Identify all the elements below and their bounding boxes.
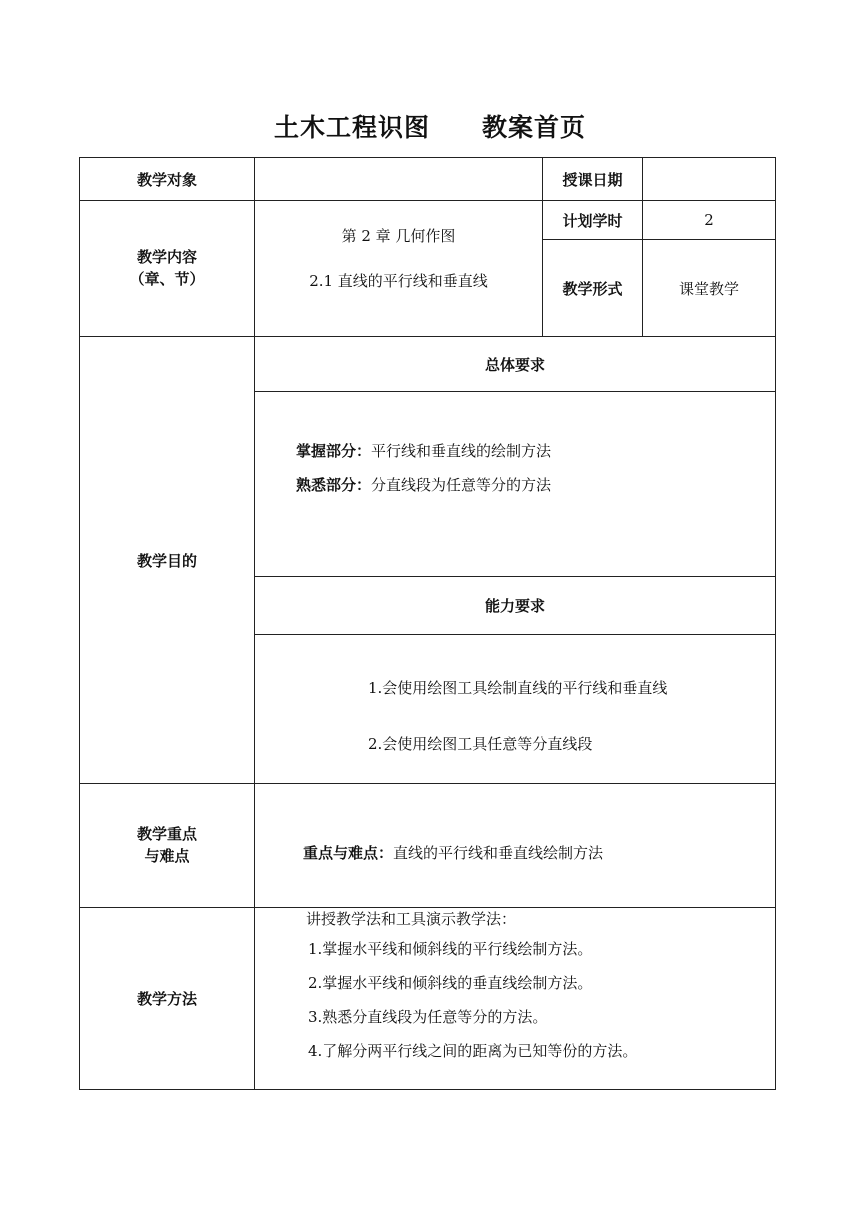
familiar-text: 分直线段为任意等分的方法 [371, 476, 552, 494]
method-intro: 讲授教学法和工具演示教学法： [306, 910, 517, 928]
key-label: 重点与难点： [303, 844, 394, 862]
ability-item: 2.会使用绘图工具任意等分直线段 [368, 735, 593, 753]
title-doc: 教案首页 [482, 113, 587, 142]
method-item: 2.掌握水平线和倾斜线的垂直线绘制方法。 [308, 974, 593, 992]
table-border-bottom [79, 1089, 776, 1090]
value-date [643, 158, 775, 200]
label-key-line1: 教学重点 [136, 825, 197, 843]
value-hours: 2 [704, 211, 714, 229]
method-item: 3.熟悉分直线段为任意等分的方法。 [308, 1008, 548, 1026]
label-content-line2: （章、节） [129, 270, 205, 288]
value-form: 课堂教学 [678, 279, 739, 298]
key-line [303, 842, 768, 864]
overall-requirement-header: 总体要求 [484, 355, 545, 374]
method-item: 4.了解分两平行线之间的距离为已知等份的方法。 [308, 1042, 638, 1060]
master-label: 掌握部分： [296, 442, 372, 460]
master-text: 平行线和垂直线的绘制方法 [371, 442, 552, 460]
label-key [80, 823, 254, 873]
master-line [296, 440, 766, 462]
row-divider [254, 634, 776, 635]
chapter-title: 第 2 章 几何作图 [341, 227, 456, 245]
ability-requirement-header: 能力要求 [484, 597, 545, 615]
label-key-line2: 与难点 [144, 847, 190, 865]
familiar-line [296, 474, 766, 496]
label-content [80, 246, 254, 296]
section-title: 2.1 直线的平行线和垂直线 [309, 272, 488, 290]
label-goal: 教学目的 [136, 551, 197, 570]
row-divider [79, 783, 776, 784]
row-divider [254, 391, 776, 392]
label-date: 授课日期 [562, 170, 623, 189]
label-content-line1: 教学内容 [136, 248, 197, 266]
label-target: 教学对象 [136, 170, 197, 189]
label-hours: 计划学时 [562, 211, 623, 230]
title-course: 土木工程识图 [273, 113, 430, 142]
value-target [255, 158, 542, 200]
table-border-right [775, 157, 776, 1090]
page-title [0, 108, 860, 144]
method-item: 1.掌握水平线和倾斜线的平行线绘制方法。 [308, 940, 593, 958]
familiar-label: 熟悉部分： [296, 476, 372, 494]
ability-item: 1.会使用绘图工具绘制直线的平行线和垂直线 [368, 679, 668, 697]
label-form: 教学形式 [562, 279, 623, 298]
key-text: 直线的平行线和垂直线绘制方法 [393, 844, 604, 862]
label-method: 教学方法 [136, 990, 197, 1008]
